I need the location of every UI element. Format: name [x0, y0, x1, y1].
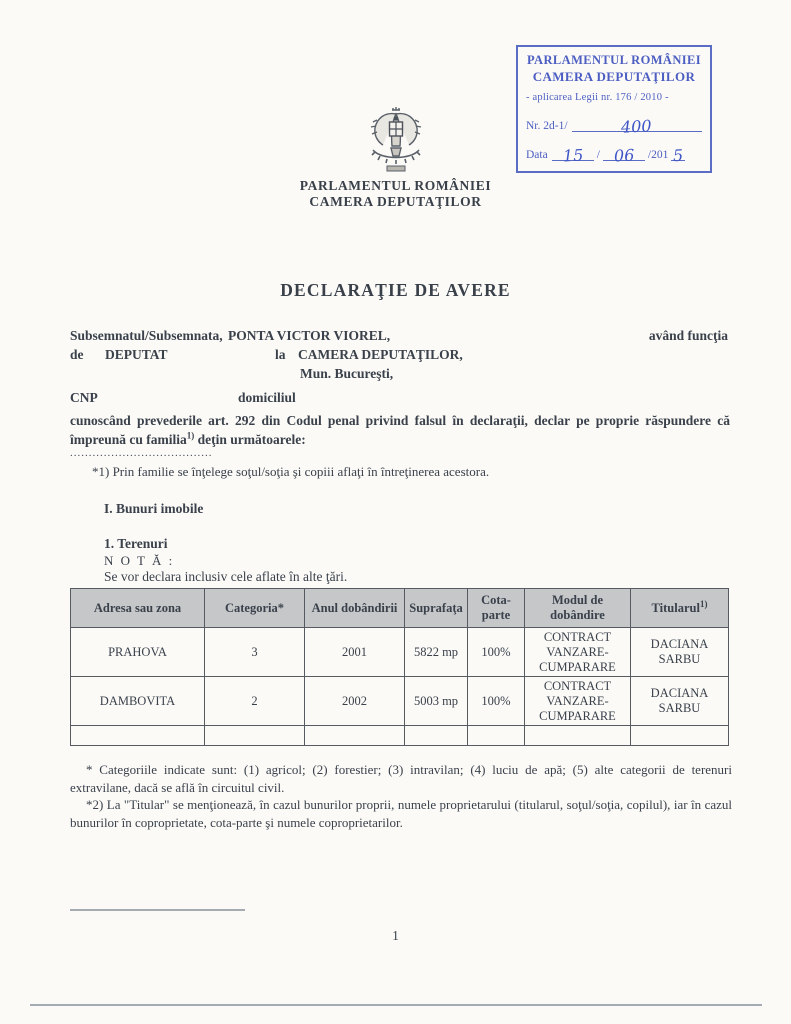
cell-categoria: 2	[205, 677, 305, 726]
letterhead	[0, 106, 791, 210]
cell-adresa: PRAHOVA	[71, 628, 205, 677]
document-title: DECLARAŢIE DE AVERE	[280, 280, 511, 300]
col-header-categoria: Categoria*	[205, 589, 305, 628]
declarant-block	[70, 328, 728, 409]
stamp-number-label: Nr. 2d-1/	[526, 120, 568, 132]
cell-modul: CONTRACT VANZARE-CUMPARARE	[525, 677, 631, 726]
stamp-law-reference: - aplicarea Legii nr. 176 / 2010 -	[526, 92, 669, 103]
declarant-intro-label: Subsemnatul/Subsemnata,	[70, 328, 223, 343]
table-header-row	[71, 589, 729, 628]
cell-anul: 2001	[305, 628, 405, 677]
titular-footnote-ref: 1)	[699, 598, 708, 609]
letterhead-parliament: PARLAMENTUL ROMÂNIEI	[299, 178, 492, 193]
cell-categoria	[205, 726, 305, 746]
section-bunuri-imobile: I. Bunuri imobile	[104, 501, 204, 516]
stamp-date-label: Data	[526, 149, 548, 161]
stamp-institution-line2: CAMERA DEPUTAŢILOR	[532, 69, 696, 84]
cell-adresa: DAMBOVITA	[71, 677, 205, 726]
declarant-domicile-label: domiciliul	[238, 390, 296, 405]
declarant-institution: CAMERA DEPUTAŢILOR,	[298, 347, 463, 362]
cell-cota: 100%	[468, 677, 525, 726]
declarant-city: Mun. Bucureşti,	[300, 366, 394, 381]
family-footnote: *1) Prin familie se înţelege soţul/soţia şi copiii aflaţi în întreţinerea acestora.	[92, 464, 490, 479]
declarant-row-4	[70, 385, 728, 409]
cell-categoria: 3	[205, 628, 305, 677]
cell-anul	[305, 726, 405, 746]
declarant-at-label: la	[275, 347, 286, 362]
cell-suprafata: 5822 mp	[405, 628, 468, 677]
page-bottom-scan-line	[30, 1004, 762, 1006]
declarant-name: PONTA VICTOR VIOREL,	[228, 328, 391, 343]
stamp-date-month-handwritten: 06	[613, 145, 635, 166]
stamp-institution-line1: PARLAMENTUL ROMÂNIEI	[526, 53, 702, 67]
stamp-date-year-prefix: /201	[647, 149, 669, 161]
declarant-of-label: de	[70, 347, 84, 362]
cell-titular: DACIANA SARBU	[631, 677, 729, 726]
col-header-adresa: Adresa sau zona	[71, 589, 205, 628]
note-label: N O T Ă :	[104, 553, 175, 568]
letterhead-chamber: CAMERA DEPUTAŢILOR	[309, 194, 482, 209]
stamp-date-day-handwritten: 15	[562, 145, 584, 166]
cell-titular: DACIANA SARBU	[631, 628, 729, 677]
note-text: Se vor declara inclusiv cele aflate în alte ţări.	[104, 569, 348, 584]
footnote-separator-line	[70, 909, 245, 911]
col-header-anul: Anul dobândirii	[305, 589, 405, 628]
footnote-titular: *2) La "Titular" se menţionează, în cazul bunurilor proprii, numele proprietarului (titularul, soţul/soţia, copilul), iar în cazul bunurilor în coproprietate, cota-parte şi numele coproprietarilor.	[70, 797, 732, 830]
col-header-suprafata: Suprafaţa	[405, 589, 468, 628]
cell-modul: CONTRACT VANZARE-CUMPARARE	[525, 628, 631, 677]
declarant-row-2	[70, 347, 728, 366]
cell-suprafata	[405, 726, 468, 746]
subsection-terenuri: 1. Terenuri	[104, 536, 168, 551]
cell-titular	[631, 726, 729, 746]
declarant-having-function: având funcţia	[648, 328, 728, 343]
cell-cota	[468, 726, 525, 746]
cell-cota: 100%	[468, 628, 525, 677]
declarant-cnp-label: CNP	[70, 390, 98, 405]
dotted-line: ......................................	[70, 447, 213, 459]
footnote-categories: * Categoriile indicate sunt: (1) agricol; (2) forestier; (3) intravilan; (4) luciu de apă; (5) alte categorii de terenuri extravilane, dacă se află în circuitul civil.	[70, 762, 732, 795]
table-row	[71, 628, 729, 677]
page-number: 1	[392, 928, 399, 943]
declarant-row-3	[70, 366, 728, 385]
cell-suprafata: 5003 mp	[405, 677, 468, 726]
stamp-date-year-handwritten: 5	[672, 145, 684, 166]
table-row	[71, 677, 729, 726]
oath-text-part1: cunoscând prevederile art. 292 din Codul penal privind falsul în declaraţii, declar pe proprie răspundere că împreună cu familia	[70, 413, 730, 447]
table-row-empty	[71, 726, 729, 746]
stamp-date-separator: /	[596, 149, 600, 161]
col-header-modul: Modul de dobândire	[525, 589, 631, 628]
oath-paragraph	[70, 411, 730, 449]
declarant-row-1	[70, 328, 728, 347]
cell-anul: 2002	[305, 677, 405, 726]
col-header-titular: Titularul$^{1)}$	[631, 589, 729, 628]
romania-coat-of-arms-icon	[365, 106, 427, 174]
cell-modul	[525, 726, 631, 746]
oath-footnote-ref: 1)	[186, 430, 195, 441]
col-header-cota: Cota-parte	[468, 589, 525, 628]
terenuri-table	[70, 588, 729, 746]
stamp-number-handwritten: 400	[621, 116, 653, 137]
oath-text-part2: deţin următoarele:	[194, 432, 306, 447]
declarant-function: DEPUTAT	[105, 347, 168, 362]
cell-adresa	[71, 726, 205, 746]
